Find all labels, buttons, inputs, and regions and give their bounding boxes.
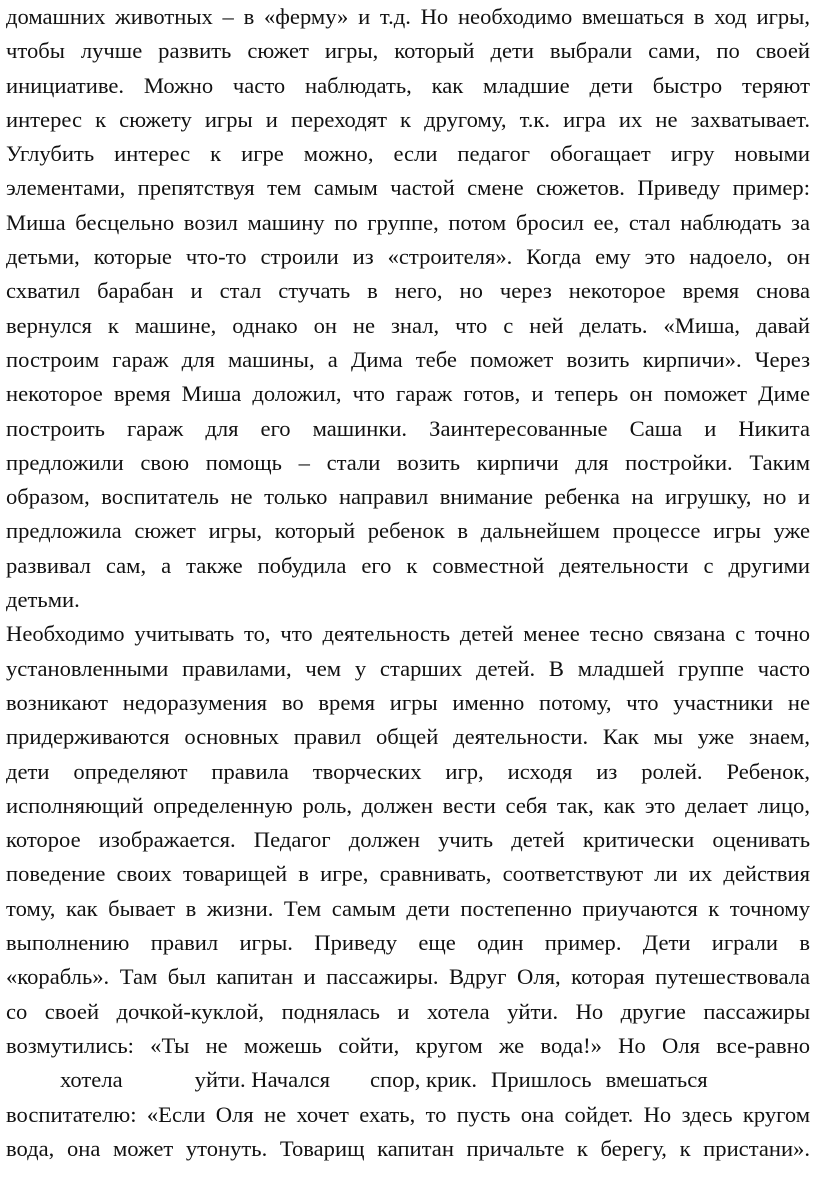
text-line: тому, как бывает в жизни. Тем самым дети постепенно приучаются к точному xyxy=(6,895,810,921)
text-line: установленными правилами, чем у старших детей. В младшей группе часто xyxy=(6,655,810,681)
text-line: инициативе. Можно часто наблюдать, как младшие дети быстро теряют xyxy=(6,72,810,98)
text-line: поведение своих товарищей в игре, сравнивать, соответствуют ли их действия xyxy=(6,861,810,887)
text-line: Миша бесцельно возил машину по группе, потом бросил ее, стал наблюдать за xyxy=(6,209,810,235)
paragraph-1 xyxy=(6,0,810,617)
text-line: воспитателю: «Если Оля не хочет ехать, то пусть она сойдет. Но здесь кругом xyxy=(6,1101,810,1127)
spaced-word: вмешаться xyxy=(605,1067,708,1093)
text-line: предложили свою помощь – стали возить кирпичи для постройки. Таким xyxy=(6,449,810,475)
text-line: придерживаются основных правил общей деятельности. Как мы уже знаем, xyxy=(6,724,810,750)
text-line: построим гараж для машины, а Дима тебе поможет возить кирпичи». Через xyxy=(6,346,810,372)
spaced-word: хотела xyxy=(60,1067,123,1093)
text-line: образом, воспитатель не только направил внимание ребенка на игрушку, но и xyxy=(6,484,810,510)
spaced-word: Пришлось xyxy=(491,1067,592,1093)
text-line: дети определяют правила творческих игр, исходя из ролей. Ребенок, xyxy=(6,758,810,784)
text-line: возмутились: «Ты не можешь сойти, кругом же вода!» Но Оля все-равно xyxy=(6,1032,810,1058)
text-line: Углубить интерес к игре можно, если педагог обогащает игру новыми xyxy=(6,141,810,167)
text-line: построить гараж для его машинки. Заинтересованные Саша и Никита xyxy=(6,415,810,441)
document-page xyxy=(6,0,810,1166)
text-line: со своей дочкой-куклой, поднялась и хотела уйти. Но другие пассажиры xyxy=(6,998,810,1024)
text-line: детьми. xyxy=(6,587,80,613)
paragraph-2-tail xyxy=(6,1098,810,1167)
text-line: которое изображается. Педагог должен учить детей критически оценивать xyxy=(6,827,810,853)
text-line: «корабль». Там был капитан и пассажиры. Вдруг Оля, которая путешествовала xyxy=(6,964,810,990)
text-line: выполнению правил игры. Приведу еще один пример. Дети играли в xyxy=(6,930,810,956)
text-line: детьми, которые что-то строили из «строителя». Когда ему это надоело, он xyxy=(6,244,810,270)
text-line: схватил барабан и стал стучать в него, но через некоторое время снова xyxy=(6,278,810,304)
text-line: интерес к сюжету игры и переходят к другому, т.к. игра их не захватывает. xyxy=(6,106,810,132)
text-line: предложила сюжет игры, который ребенок в дальнейшем процессе игры уже xyxy=(6,518,810,544)
spaced-word: уйти. Начался xyxy=(194,1067,331,1093)
spaced-line xyxy=(6,1063,810,1097)
text-line: некоторое время Миша доложил, что гараж готов, и теперь он поможет Диме xyxy=(6,381,810,407)
paragraph-2 xyxy=(6,617,810,1166)
text-line: Необходимо учитывать то, что деятельность детей менее тесно связана с точно xyxy=(6,621,810,647)
text-line: возникают недоразумения во время игры именно потому, что участники не xyxy=(6,689,810,715)
text-line: вернулся к машине, однако он не знал, что с ней делать. «Миша, давай xyxy=(6,312,810,338)
text-line: исполняющий определенную роль, должен вести себя так, как это делает лицо, xyxy=(6,792,810,818)
text-line: чтобы лучше развить сюжет игры, который дети выбрали сами, по своей xyxy=(6,38,810,64)
spaced-word: спор, крик. xyxy=(370,1067,478,1093)
paragraph-2-lines xyxy=(6,617,810,1063)
text-line: вода, она может утонуть. Товарищ капитан причальте к берегу, к пристани». xyxy=(6,1135,810,1161)
text-line: элементами, препятствуя тем самым частой смене сюжетов. Приведу пример: xyxy=(6,175,810,201)
text-line: домашних животных – в «ферму» и т.д. Но необходимо вмешаться в ход игры, xyxy=(6,4,810,29)
text-line: развивал сам, а также побудила его к совместной деятельности с другими xyxy=(6,552,810,578)
